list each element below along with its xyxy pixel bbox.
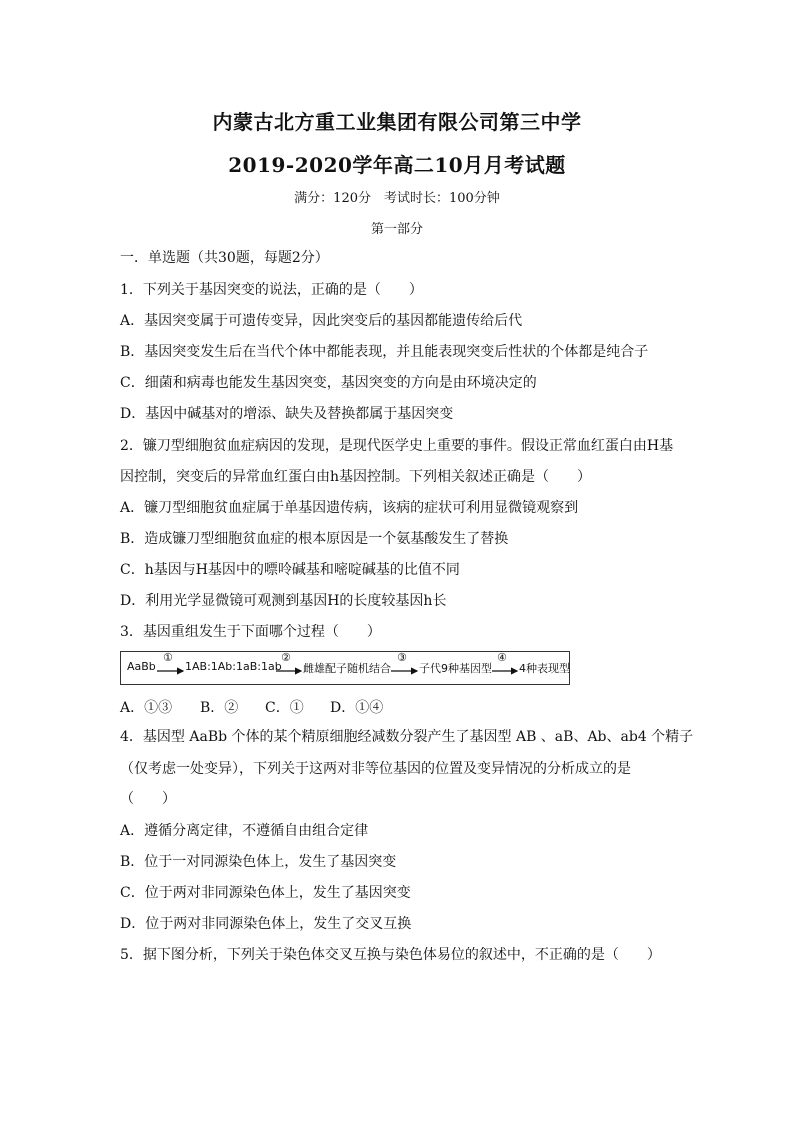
diagram-item-2: 1AB:1Ab:1aB:1ab <box>185 660 282 673</box>
q4-stem-line1: 4．基因型 AaBb 个体的某个精原细胞经减数分裂产生了基因型 AB 、aB、Ab、ab4 个精子 <box>120 729 694 745</box>
exam-meta: 满分：120分 考试时长：100分钟 <box>294 191 500 206</box>
q4-option-a: A．遵循分离定律，不遵循自由组合定律 <box>120 823 369 839</box>
q4-option-d: D．位于两对非同源染色体上，发生了交叉互换 <box>120 916 412 932</box>
q4-stem-line3: （ ） <box>120 791 176 807</box>
q2-option-a: A．镰刀型细胞贫血症属于单基因遗传病，该病的症状可利用显微镜观察到 <box>120 500 579 516</box>
q1-stem: 1．下列关于基因突变的说法，正确的是（ ） <box>120 282 423 298</box>
q3-option-d: D．①④ <box>330 700 384 716</box>
diagram-step-4: ④ <box>497 651 507 664</box>
diagram-step-3: ③ <box>397 651 407 664</box>
q3-option-b: B．② <box>200 700 239 716</box>
q1-option-a: A．基因突变属于可遗传变异，因此突变后的基因都能遗传给后代 <box>120 313 523 329</box>
diagram-step-2: ② <box>281 651 291 664</box>
q3-option-a: A．①③ <box>120 700 173 716</box>
q5-stem: 5．据下图分析，下列关于染色体交叉互换与染色体易位的叙述中，不正确的是（ ） <box>120 947 661 963</box>
q2-option-d: D．利用光学显微镜可观测到基因H的长度较基因h长 <box>120 593 447 609</box>
q2-stem-line1: 2．镰刀型细胞贫血症病因的发现，是现代医学史上重要的事件。假设正常血红蛋白由H基 <box>120 438 674 454</box>
section-heading: 一．单选题（共30题，每题2分） <box>120 250 329 266</box>
school-title: 内蒙古北方重工业集团有限公司第三中学 <box>212 110 582 134</box>
diagram-item-4: 子代9种基因型 <box>419 662 492 675</box>
diagram-step-1: ① <box>163 651 173 664</box>
q2-option-b: B．造成镰刀型细胞贫血症的根本原因是一个氨基酸发生了替换 <box>120 531 509 547</box>
q2-stem-line2: 因控制，突变后的异常血红蛋白由h基因控制。下列相关叙述正确是（ ） <box>120 469 592 485</box>
q3-stem: 3．基因重组发生于下面哪个过程（ ） <box>120 624 381 640</box>
diagram-item-5: 4种表现型 <box>519 662 570 675</box>
diagram-item-3: 雌雄配子随机结合 <box>303 662 391 675</box>
q4-option-b: B．位于一对同源染色体上，发生了基因突变 <box>120 854 397 870</box>
q4-option-c: C．位于两对非同源染色体上，发生了基因突变 <box>120 885 411 901</box>
part-heading: 第一部分 <box>370 222 423 237</box>
q2-option-c: C．h基因与H基因中的嘌呤碱基和嘧啶碱基的比值不同 <box>120 562 460 578</box>
q3-option-c: C．① <box>265 700 304 716</box>
q1-option-b: B．基因突变发生后在当代个体中都能表现，并且能表现突变后性状的个体都是纯合子 <box>120 344 649 360</box>
exam-title: 2019-2020学年高二10月月考试题 <box>228 153 566 177</box>
q1-option-c: C．细菌和病毒也能发生基因突变，基因突变的方向是由环境决定的 <box>120 375 537 391</box>
q3-process-diagram <box>120 651 570 685</box>
q1-option-d: D．基因中碱基对的增添、缺失及替换都属于基因突变 <box>120 406 454 422</box>
q4-stem-line2: （仅考虑一处变异），下列关于这两对非等位基因的位置及变异情况的分析成立的是 <box>120 761 631 777</box>
diagram-item-1: AaBb <box>127 660 156 673</box>
